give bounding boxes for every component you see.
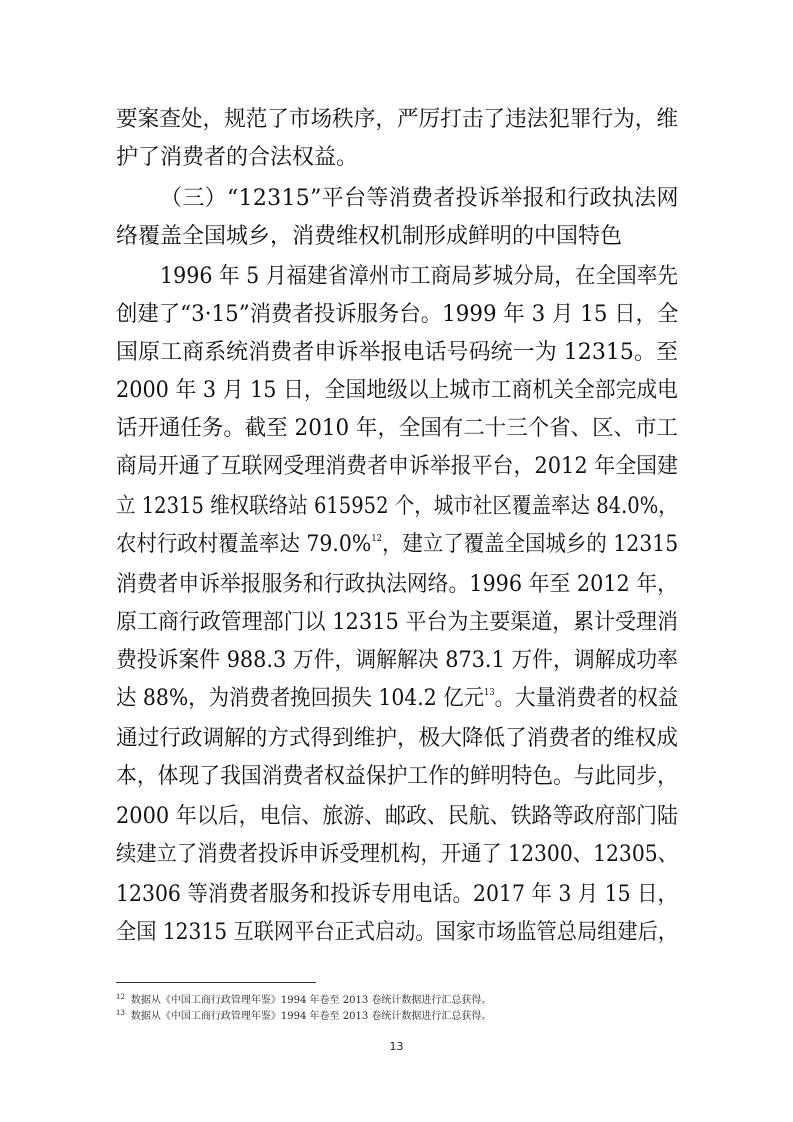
body-line: 续建立了消费者投诉申诉受理机构，开通了 12300、12305、 (116, 842, 678, 867)
body-line: 12306 等消费者服务和投诉专用电话。2017 年 3 月 15 日， (116, 882, 678, 907)
body-line: 立 12315 维权联络站 615952 个，城市社区覆盖率达 84.0%， (116, 494, 678, 519)
body-line: 话开通任务。截至 2010 年，全国有二十三个省、区、市工 (116, 416, 678, 441)
body-line: 商局开通了互联网受理消费者申诉举报平台，2012 年全国建 (116, 454, 678, 479)
body-line: 创建了“3·15”消费者投诉服务台。1999 年 3 月 15 日，全 (116, 302, 679, 327)
body-line: 费投诉案件 988.3 万件，调解解决 873.1 万件，调解成功率 (116, 648, 678, 673)
body-line: 本，体现了我国消费者权益保护工作的鲜明特色。与此同步， (116, 764, 678, 789)
footnote-ref[interactable]: 12 (371, 534, 382, 544)
footnote: $^{13}$ 数据从《中国工商行政管理年鉴》1994 年卷至 2013 卷统计数据进行汇总获得。 (116, 1009, 492, 1022)
section-heading: （三）“12315”平台等消费者投诉举报和行政执法网 (160, 186, 679, 211)
body-line: 原工商行政管理部门以 12315 平台为主要渠道，累计受理消 (116, 610, 678, 635)
body-line: 农村行政村覆盖率达 79.0%$^{12}$，建立了覆盖全国城乡的 12315 (116, 532, 679, 557)
body-line: 消费者申诉举报服务和行政执法网络。1996 年至 2012 年， (116, 572, 678, 597)
footnote-ref[interactable]: 13 (484, 688, 495, 698)
body-line: 护了消费者的合法权益。 (116, 145, 359, 170)
footnote-divider (116, 982, 316, 983)
body-line: 国原工商系统消费者申诉举报电话号码统一为 12315。至 (116, 340, 679, 365)
body-line: 达 88%，为消费者挽回损失 104.2 亿元$^{13}$。大量消费者的权益 (116, 686, 679, 711)
body-line: 1996 年 5 月福建省漳州市工商局芗城分局，在全国率先 (160, 264, 678, 289)
body-line: 2000 年以后，电信、旅游、邮政、民航、铁路等政府部门陆 (116, 804, 678, 829)
footnote: $^{12}$ 数据从《中国工商行政管理年鉴》1994 年卷至 2013 卷统计数据进行汇总获得。 (116, 993, 492, 1006)
body-line: 全国 12315 互联网平台正式启动。国家市场监管总局组建后， (116, 920, 678, 945)
body-line: 2000 年 3 月 15 日，全国地级以上城市工商机关全部完成电 (116, 378, 678, 403)
page-number: 13 (389, 1040, 404, 1053)
section-heading: 络覆盖全国城乡，消费维权机制形成鲜明的中国特色 (116, 224, 623, 249)
body-line: 要案查处，规范了市场秩序，严厉打击了违法犯罪行为，维 (116, 107, 679, 132)
body-line: 通过行政调解的方式得到维护，极大降低了消费者的维权成 (116, 726, 679, 751)
